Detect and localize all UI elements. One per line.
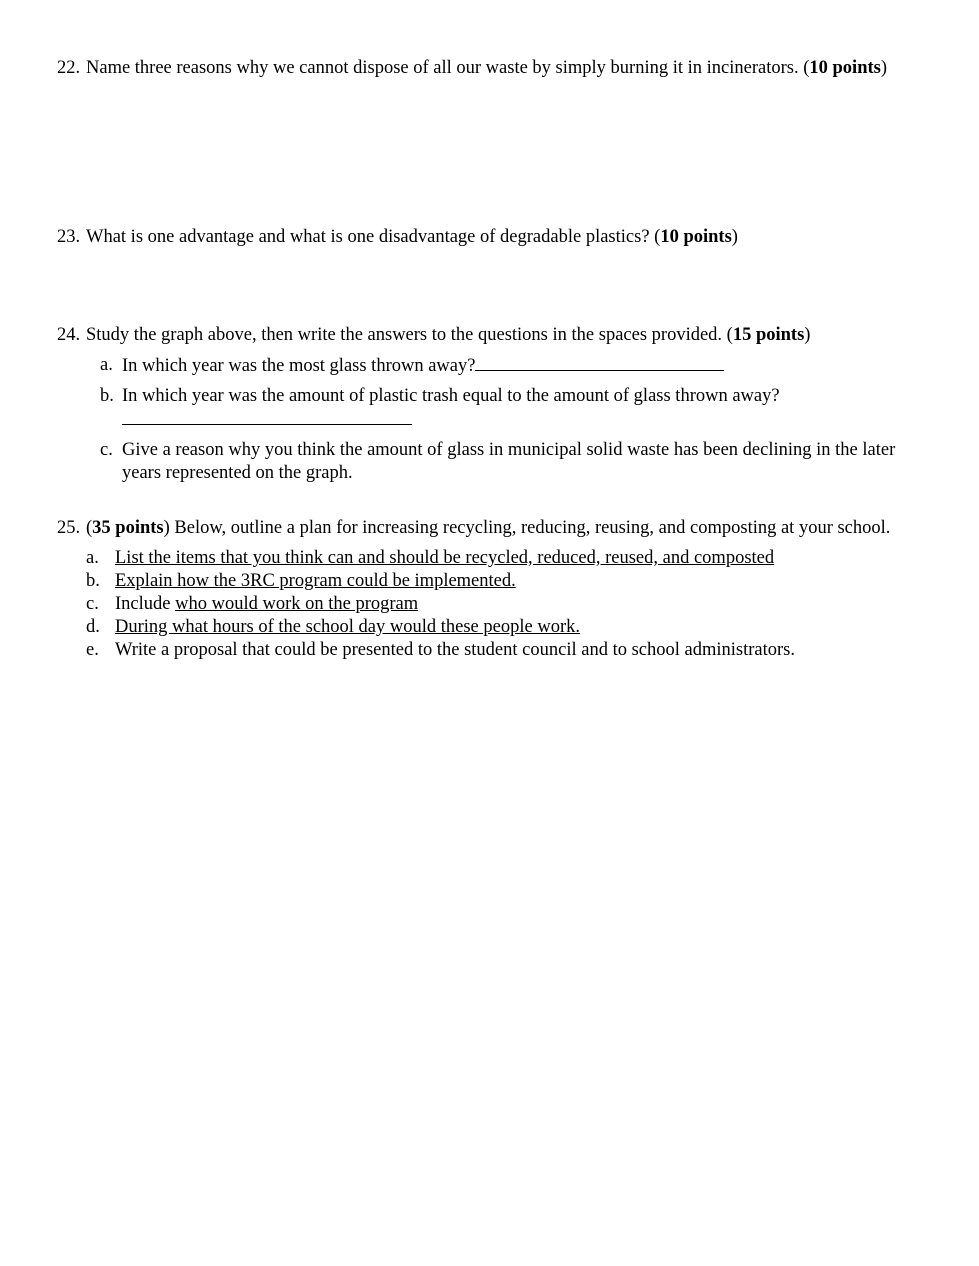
question-number: 23. — [57, 227, 81, 247]
instruction-a — [57, 547, 927, 570]
item-text: During what hours of the school day would these people work. — [115, 617, 580, 637]
answer-blank[interactable] — [122, 408, 412, 425]
item-letter: e. — [86, 640, 99, 660]
answer-blank[interactable] — [475, 354, 724, 371]
item-letter: c. — [100, 440, 113, 460]
question-number: 25. — [57, 518, 81, 538]
question-text — [86, 226, 927, 249]
item-text: List the items that you think can and should be recycled, reduced, reused, and composted — [115, 548, 775, 568]
question-24 — [57, 324, 927, 492]
sub-question-c — [57, 439, 927, 485]
item-letter: b. — [86, 571, 100, 591]
question-23 — [57, 226, 927, 249]
instruction-d — [57, 616, 927, 639]
item-letter: c. — [86, 594, 99, 614]
item-text: who would work on the program — [175, 594, 419, 614]
open-paren: ( — [86, 518, 93, 538]
question-text — [86, 324, 927, 347]
question-prompt: ) Below, outline a plan for increasing recycling, reducing, reusing, and composting at your school. — [163, 518, 891, 538]
item-letter: b. — [100, 386, 114, 406]
item-prefix: Include — [115, 594, 176, 614]
points-label: 10 points — [809, 58, 881, 78]
instruction-list — [57, 547, 927, 662]
item-text: Write a proposal that could be presented to the student council and to school administrators. — [115, 640, 795, 660]
item-text: Give a reason why you think the amount of glass in municipal solid waste has been declining in the later years represented on the graph. — [122, 440, 896, 483]
item-text: Explain how the 3RC program could be implemented. — [115, 571, 516, 591]
close-paren: ) — [731, 227, 738, 247]
points-label: 10 points — [660, 227, 732, 247]
instruction-c — [57, 593, 927, 616]
question-prompt: Name three reasons why we cannot dispose of all our waste by simply burning it in incinerators. ( — [86, 58, 810, 78]
item-letter: a. — [100, 355, 113, 375]
instruction-e — [57, 639, 927, 662]
question-number: 24. — [57, 325, 81, 345]
sub-question-list — [57, 354, 927, 485]
item-text: In which year was the most glass thrown away? — [122, 356, 476, 376]
item-letter: a. — [86, 548, 99, 568]
item-letter: d. — [86, 617, 100, 637]
sub-question-b — [57, 385, 927, 432]
close-paren: ) — [804, 325, 811, 345]
instruction-b — [57, 570, 927, 593]
item-text: In which year was the amount of plastic trash equal to the amount of glass thrown away? — [122, 386, 780, 406]
sub-question-a — [57, 354, 927, 378]
question-number: 22. — [57, 58, 81, 78]
question-text — [86, 57, 927, 80]
question-text — [86, 517, 927, 540]
question-25 — [57, 517, 927, 662]
question-prompt: What is one advantage and what is one disadvantage of degradable plastics? ( — [86, 227, 661, 247]
question-22 — [57, 57, 927, 80]
points-label: 35 points — [92, 518, 164, 538]
points-label: 15 points — [732, 325, 805, 345]
question-prompt: Study the graph above, then write the answers to the questions in the spaces provided. ( — [86, 325, 733, 345]
close-paren: ) — [880, 58, 888, 78]
